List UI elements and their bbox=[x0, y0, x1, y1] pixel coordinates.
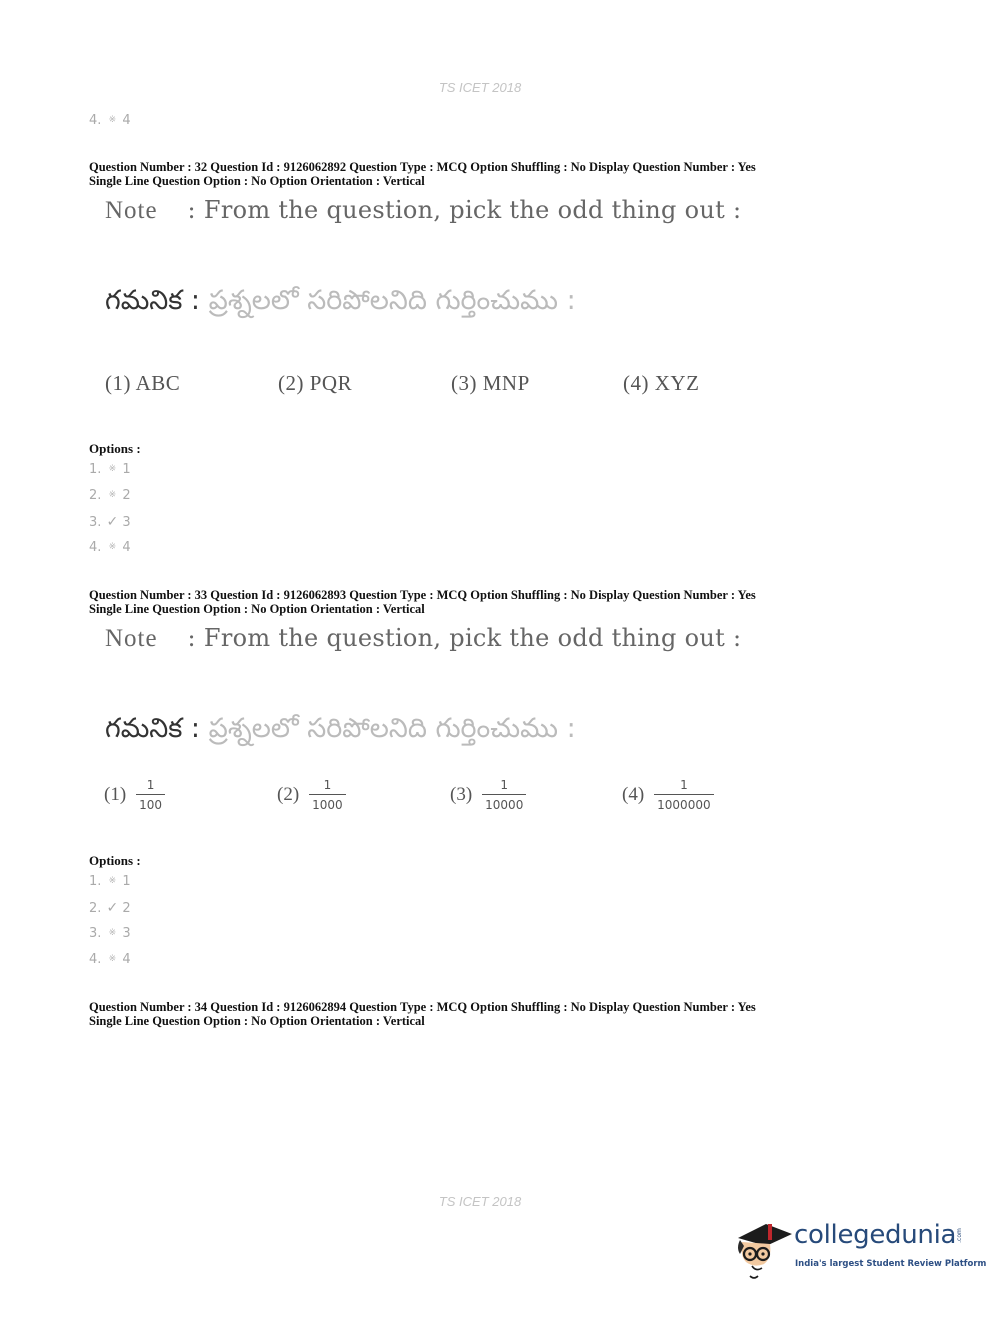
page-footer: TS ICET 2018 bbox=[438, 1194, 522, 1209]
telugu-text: ప్రశ్నలలో సరిపోలనిది గుర్తించుము : bbox=[208, 285, 576, 316]
choice-1: (1) ABC bbox=[105, 371, 181, 395]
note-label: Note bbox=[105, 197, 158, 224]
choice-4: (4) XYZ bbox=[623, 371, 700, 395]
denominator: 100 bbox=[136, 794, 165, 812]
choice-number: (1) bbox=[104, 784, 127, 805]
logo-tagline: India's largest Student Review Platform bbox=[795, 1259, 987, 1269]
question-meta bbox=[89, 160, 756, 188]
numerator: 1 bbox=[500, 778, 509, 792]
option-number: 3. bbox=[89, 515, 102, 530]
option-row bbox=[89, 926, 131, 941]
denominator: 10000 bbox=[482, 794, 526, 812]
note-line bbox=[105, 196, 741, 225]
option-number: 4. bbox=[89, 540, 102, 555]
option-row bbox=[89, 514, 131, 530]
telugu-note bbox=[105, 713, 576, 751]
option-value: 1 bbox=[122, 462, 131, 477]
question-meta-line2: Single Line Question Option : No Option Orientation : Vertical bbox=[89, 602, 425, 616]
choice-3: (3) MNP bbox=[451, 371, 530, 395]
note-label: Note bbox=[105, 625, 158, 652]
logo-domain: .com bbox=[955, 1228, 963, 1243]
telugu-label: గమనిక : bbox=[105, 713, 201, 744]
option-value: 2 bbox=[122, 901, 131, 916]
option-value: 4 bbox=[122, 113, 131, 128]
option-number: 4. bbox=[89, 113, 102, 128]
numerator: 1 bbox=[146, 778, 155, 792]
cross-icon: ※ bbox=[108, 954, 117, 964]
question-meta-line1: Question Number : 33 Question Id : 9126062893 Question Type : MCQ Option Shuffling : No Display Question Number : Yes bbox=[89, 588, 756, 602]
option-number: 2. bbox=[89, 488, 102, 503]
cross-icon: ※ bbox=[108, 490, 117, 500]
options-label: Options : bbox=[89, 441, 141, 456]
option-number: 3. bbox=[89, 926, 102, 941]
question-meta-line1: Question Number : 34 Question Id : 9126062894 Question Type : MCQ Option Shuffling : No Display Question Number : Yes bbox=[89, 1000, 756, 1014]
fraction-choice-3 bbox=[450, 778, 526, 812]
page-header: TS ICET 2018 bbox=[438, 80, 522, 95]
collegedunia-logo bbox=[732, 1210, 987, 1282]
question-meta-line2: Single Line Question Option : No Option Orientation : Vertical bbox=[89, 174, 425, 188]
question-meta-line2: Single Line Question Option : No Option Orientation : Vertical bbox=[89, 1014, 425, 1028]
check-icon: ✓ bbox=[106, 900, 119, 916]
logo-wordmark: collegedunia bbox=[794, 1220, 957, 1250]
fraction-choice-4 bbox=[622, 778, 714, 812]
option-row bbox=[89, 488, 131, 503]
option-value: 4 bbox=[122, 540, 131, 555]
option-row bbox=[89, 540, 131, 555]
cross-icon: ※ bbox=[108, 115, 117, 125]
option-value: 3 bbox=[122, 515, 131, 530]
denominator: 1000 bbox=[309, 794, 346, 812]
denominator: 1000000 bbox=[654, 794, 713, 812]
mascot-icon bbox=[732, 1210, 792, 1282]
option-value: 2 bbox=[122, 488, 131, 503]
numerator: 1 bbox=[323, 778, 332, 792]
option-number: 2. bbox=[89, 901, 102, 916]
option-row bbox=[89, 952, 131, 967]
cross-icon: ※ bbox=[108, 928, 117, 938]
option-row bbox=[89, 113, 131, 128]
question-meta bbox=[89, 1000, 756, 1028]
numerator: 1 bbox=[680, 778, 688, 792]
choice-2: (2) PQR bbox=[278, 371, 353, 395]
note-text: : From the question, pick the odd thing out : bbox=[187, 624, 742, 652]
question-meta-line1: Question Number : 32 Question Id : 9126062892 Question Type : MCQ Option Shuffling : No Display Question Number : Yes bbox=[89, 160, 756, 174]
telugu-label: గమనిక : bbox=[105, 285, 201, 316]
telugu-note bbox=[105, 285, 576, 323]
option-number: 4. bbox=[89, 952, 102, 967]
telugu-text: ప్రశ్నలలో సరిపోలనిది గుర్తించుము : bbox=[208, 713, 576, 744]
fraction-choice-1 bbox=[104, 778, 165, 812]
option-number: 1. bbox=[89, 462, 102, 477]
fraction-choice-2 bbox=[277, 778, 346, 812]
check-icon: ✓ bbox=[106, 514, 119, 530]
cross-icon: ※ bbox=[108, 542, 117, 552]
note-text: : From the question, pick the odd thing out : bbox=[187, 196, 742, 224]
question-meta bbox=[89, 588, 756, 616]
option-value: 1 bbox=[122, 874, 131, 889]
option-row bbox=[89, 900, 131, 916]
cross-icon: ※ bbox=[108, 876, 117, 886]
option-value: 4 bbox=[122, 952, 131, 967]
option-row bbox=[89, 462, 131, 477]
choice-number: (3) bbox=[450, 784, 473, 805]
option-value: 3 bbox=[122, 926, 131, 941]
cross-icon: ※ bbox=[108, 464, 117, 474]
option-row bbox=[89, 874, 131, 889]
note-line bbox=[105, 624, 741, 653]
options-label: Options : bbox=[89, 853, 141, 868]
option-number: 1. bbox=[89, 874, 102, 889]
choice-number: (2) bbox=[277, 784, 300, 805]
choice-number: (4) bbox=[622, 784, 645, 805]
